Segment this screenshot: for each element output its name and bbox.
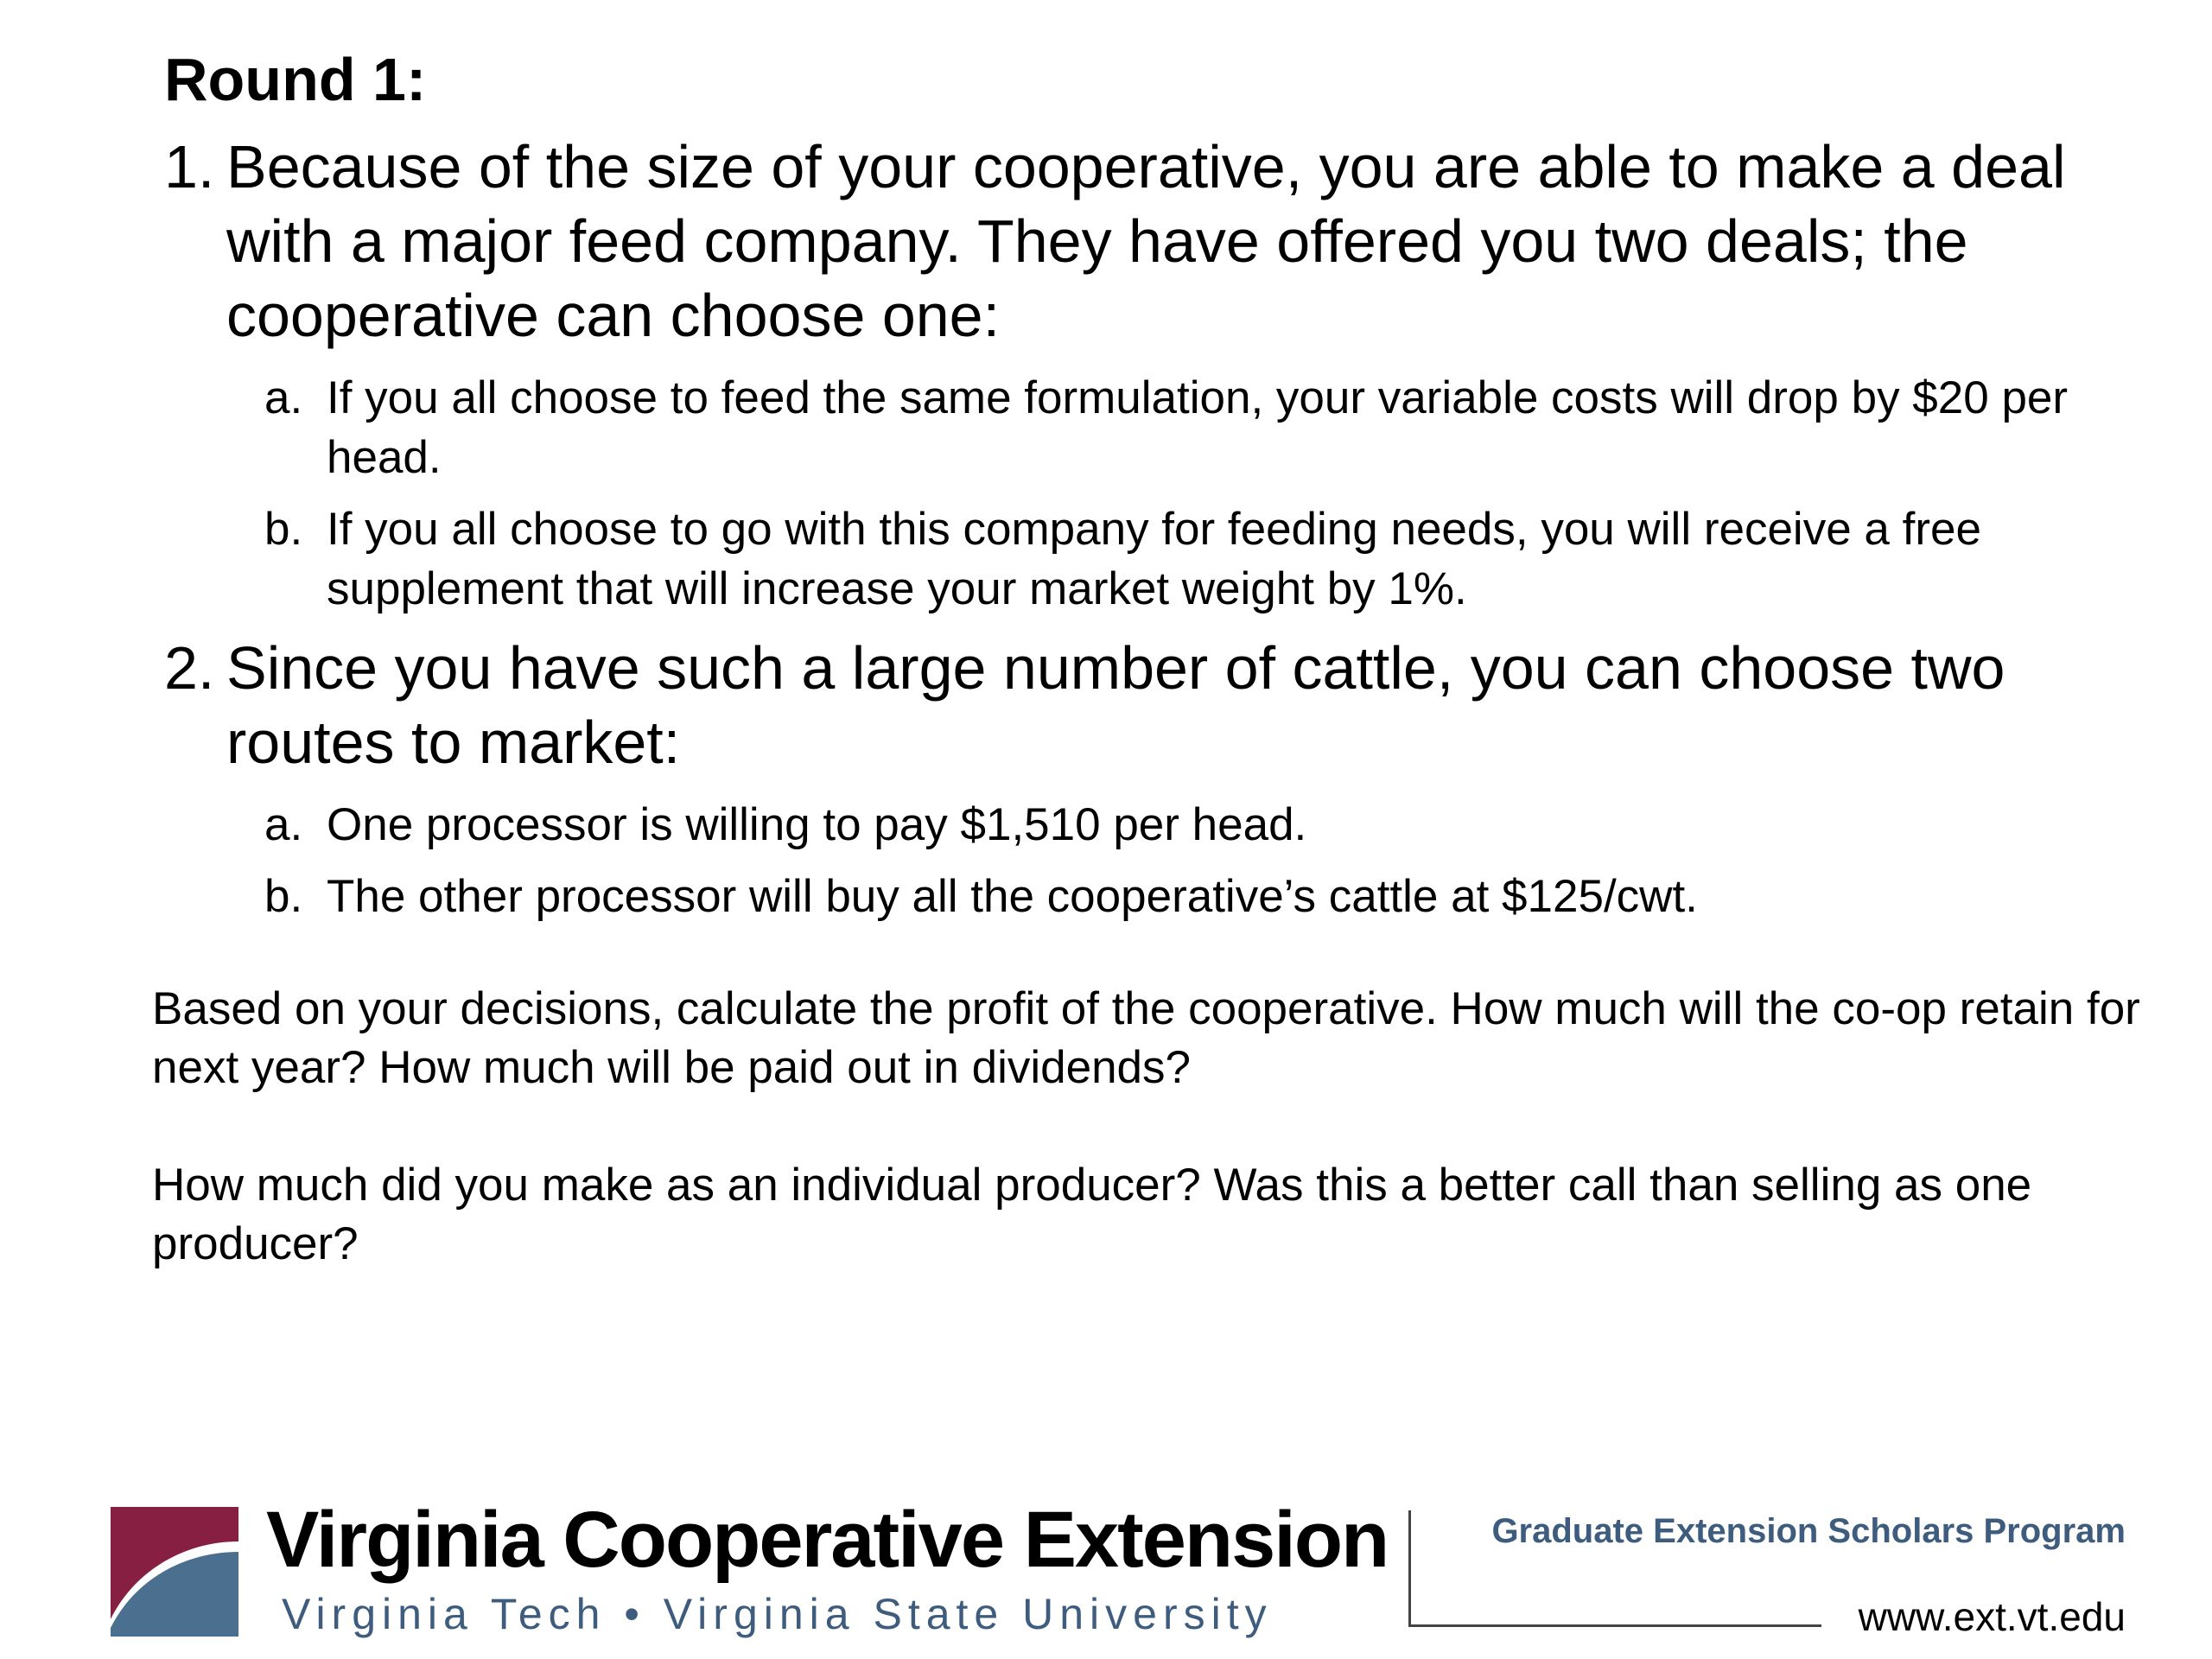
- footer-divider-vertical: [1408, 1510, 1411, 1626]
- question-paragraph-1: Based on your decisions, calculate the profit of the cooperative. How much will the co-op retain for next year? How much will be paid out in dividends?: [152, 983, 2140, 1093]
- sub-item-text: One processor is willing to pay $1,510 per head.: [327, 799, 1307, 850]
- sub-item-1a: [226, 368, 2152, 487]
- org-subtitle: Virginia Tech • Virginia State University: [282, 1590, 1273, 1638]
- item-text: Since you have such a large number of cattle, you can choose two routes to market:: [226, 634, 2005, 776]
- sub-item-2b: [226, 867, 2152, 926]
- sub-item-letter: a.: [264, 799, 303, 850]
- sub-item-text: If you all choose to feed the same formulation, your variable costs will drop by $20 per head.: [327, 372, 2069, 483]
- sub-item-letter: b.: [264, 871, 303, 922]
- main-list: [164, 130, 2152, 938]
- sub-item-2a: [226, 795, 2152, 855]
- sub-item-1b: [226, 499, 2152, 619]
- sub-list: [226, 368, 2152, 619]
- item-text: Because of the size of your cooperative, you are able to make a deal with a major feed company. They have offered you two deals; the cooperative can choose one:: [226, 133, 2066, 349]
- sub-item-text: The other processor will buy all the cooperative’s cattle at $125/cwt.: [327, 871, 1698, 922]
- item-number: 1.: [164, 133, 215, 200]
- program-name: Graduate Extension Scholars Program: [1491, 1512, 2126, 1550]
- sub-item-letter: a.: [264, 372, 303, 423]
- question-paragraph-2: How much did you make as an individual producer? Was this a better call than selling as one producer?: [152, 1160, 2032, 1269]
- list-item-1: [164, 130, 2152, 619]
- footer: [0, 1495, 2212, 1659]
- sub-item-letter: b.: [264, 504, 303, 555]
- vce-logo-icon: [111, 1507, 238, 1637]
- org-name: Virginia Cooperative Extension: [266, 1496, 1389, 1584]
- list-item-2: [164, 631, 2152, 926]
- sub-item-text: If you all choose to go with this company for feeding needs, you will receive a free supplement that will increase your market weight by 1%.: [327, 504, 1981, 614]
- website-link[interactable]: www.ext.vt.edu: [1858, 1594, 2126, 1639]
- sub-list: [226, 795, 2152, 926]
- item-number: 2.: [164, 634, 215, 702]
- footer-divider-horizontal: [1408, 1624, 1821, 1627]
- slide-title: Round 1:: [164, 46, 427, 113]
